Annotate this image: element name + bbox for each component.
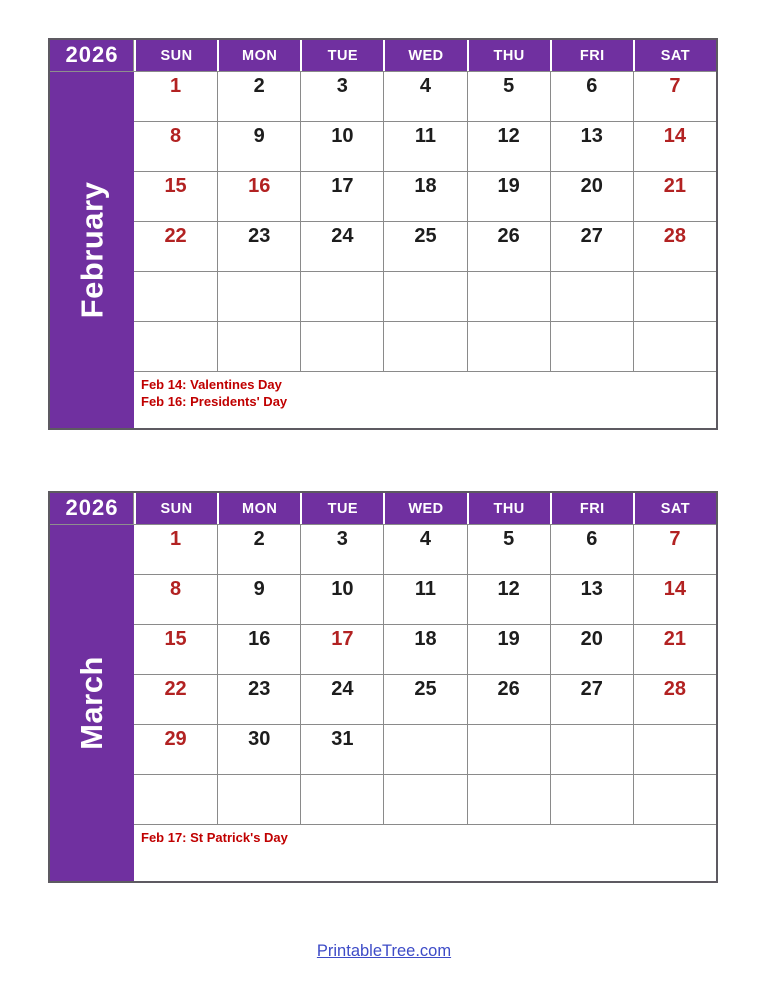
date-cell-march-6: 6 bbox=[550, 524, 633, 574]
weekday-header-thu: THU bbox=[467, 40, 550, 71]
notes-area bbox=[134, 371, 716, 428]
date-cell-february-18: 18 bbox=[383, 171, 466, 221]
date-cell-empty bbox=[633, 271, 716, 321]
date-cell-february-10: 10 bbox=[300, 121, 383, 171]
weekday-header-wed: WED bbox=[383, 40, 466, 71]
weekday-header-tue: TUE bbox=[300, 40, 383, 71]
date-cell-march-4: 4 bbox=[383, 524, 466, 574]
date-cell-march-30: 30 bbox=[217, 724, 300, 774]
weekday-header-sat: SAT bbox=[633, 493, 716, 524]
date-cell-march-7: 7 bbox=[633, 524, 716, 574]
date-cell-february-22: 22 bbox=[134, 221, 217, 271]
date-cell-february-24: 24 bbox=[300, 221, 383, 271]
holiday-note: Feb 16: Presidents' Day bbox=[141, 394, 288, 409]
calendar-march bbox=[48, 491, 718, 883]
date-cell-march-27: 27 bbox=[550, 674, 633, 724]
date-cell-march-24: 24 bbox=[300, 674, 383, 724]
date-cell-empty bbox=[467, 774, 550, 824]
calendar-grid-area bbox=[134, 40, 716, 428]
weekday-header-fri: FRI bbox=[550, 40, 633, 71]
date-cell-empty bbox=[550, 774, 633, 824]
month-label-wrap bbox=[50, 524, 134, 881]
weekday-header-mon: MON bbox=[217, 40, 300, 71]
date-cell-march-16: 16 bbox=[217, 624, 300, 674]
date-cell-empty bbox=[633, 774, 716, 824]
date-cell-march-3: 3 bbox=[300, 524, 383, 574]
date-cell-february-9: 9 bbox=[217, 121, 300, 171]
date-cell-empty bbox=[550, 724, 633, 774]
date-cell-march-11: 11 bbox=[383, 574, 466, 624]
date-cell-february-7: 7 bbox=[633, 71, 716, 121]
date-cell-february-26: 26 bbox=[467, 221, 550, 271]
date-cell-february-15: 15 bbox=[134, 171, 217, 221]
date-cell-empty bbox=[217, 321, 300, 371]
weekday-row bbox=[134, 493, 716, 524]
weekday-header-sat: SAT bbox=[633, 40, 716, 71]
weekday-header-sun: SUN bbox=[134, 493, 217, 524]
date-cell-february-1: 1 bbox=[134, 71, 217, 121]
date-cell-march-5: 5 bbox=[467, 524, 550, 574]
date-cell-february-19: 19 bbox=[467, 171, 550, 221]
date-cell-february-11: 11 bbox=[383, 121, 466, 171]
date-cell-february-25: 25 bbox=[383, 221, 466, 271]
date-cell-march-18: 18 bbox=[383, 624, 466, 674]
notes-area bbox=[134, 824, 716, 881]
weekday-header-wed: WED bbox=[383, 493, 466, 524]
month-label: February bbox=[74, 181, 110, 318]
date-cell-march-13: 13 bbox=[550, 574, 633, 624]
date-cell-empty bbox=[217, 774, 300, 824]
date-cell-march-26: 26 bbox=[467, 674, 550, 724]
calendar-sidebar bbox=[50, 493, 134, 881]
date-cell-empty bbox=[550, 321, 633, 371]
printabletree-link[interactable]: PrintableTree.com bbox=[316, 942, 452, 960]
date-cell-empty bbox=[633, 321, 716, 371]
date-cell-empty bbox=[467, 724, 550, 774]
weekday-header-sun: SUN bbox=[134, 40, 217, 71]
date-cell-february-23: 23 bbox=[217, 221, 300, 271]
date-cell-march-29: 29 bbox=[134, 724, 217, 774]
date-cell-february-28: 28 bbox=[633, 221, 716, 271]
date-cell-march-2: 2 bbox=[217, 524, 300, 574]
date-cell-february-8: 8 bbox=[134, 121, 217, 171]
date-cell-march-23: 23 bbox=[217, 674, 300, 724]
calendar-sidebar bbox=[50, 40, 134, 428]
weekday-header-tue: TUE bbox=[300, 493, 383, 524]
date-grid bbox=[134, 524, 716, 824]
date-cell-march-19: 19 bbox=[467, 624, 550, 674]
month-label-wrap bbox=[50, 71, 134, 428]
date-cell-march-8: 8 bbox=[134, 574, 217, 624]
date-cell-march-10: 10 bbox=[300, 574, 383, 624]
date-cell-march-22: 22 bbox=[134, 674, 217, 724]
date-cell-march-12: 12 bbox=[467, 574, 550, 624]
date-cell-february-6: 6 bbox=[550, 71, 633, 121]
date-cell-february-21: 21 bbox=[633, 171, 716, 221]
calendar-february bbox=[48, 38, 718, 430]
date-cell-march-31: 31 bbox=[300, 724, 383, 774]
page-footer bbox=[0, 942, 768, 961]
holiday-note: Feb 17: St Patrick's Day bbox=[141, 830, 288, 845]
date-cell-empty bbox=[300, 321, 383, 371]
date-cell-march-9: 9 bbox=[217, 574, 300, 624]
date-cell-february-13: 13 bbox=[550, 121, 633, 171]
date-cell-empty bbox=[300, 271, 383, 321]
date-cell-february-27: 27 bbox=[550, 221, 633, 271]
date-cell-march-15: 15 bbox=[134, 624, 217, 674]
date-cell-march-21: 21 bbox=[633, 624, 716, 674]
date-cell-february-4: 4 bbox=[383, 71, 466, 121]
date-cell-empty bbox=[217, 271, 300, 321]
year-label: 2026 bbox=[50, 493, 134, 525]
date-cell-empty bbox=[550, 271, 633, 321]
date-cell-march-20: 20 bbox=[550, 624, 633, 674]
weekday-header-thu: THU bbox=[467, 493, 550, 524]
year-label: 2026 bbox=[50, 40, 134, 72]
date-cell-february-20: 20 bbox=[550, 171, 633, 221]
date-cell-february-3: 3 bbox=[300, 71, 383, 121]
weekday-row bbox=[134, 40, 716, 71]
date-cell-march-25: 25 bbox=[383, 674, 466, 724]
date-cell-february-14: 14 bbox=[633, 121, 716, 171]
date-cell-march-28: 28 bbox=[633, 674, 716, 724]
date-cell-empty bbox=[467, 271, 550, 321]
date-cell-march-14: 14 bbox=[633, 574, 716, 624]
month-label: March bbox=[74, 655, 109, 750]
date-cell-empty bbox=[134, 321, 217, 371]
date-cell-february-16: 16 bbox=[217, 171, 300, 221]
date-cell-february-12: 12 bbox=[467, 121, 550, 171]
date-cell-empty bbox=[383, 271, 466, 321]
date-cell-empty bbox=[633, 724, 716, 774]
date-cell-empty bbox=[134, 774, 217, 824]
date-cell-empty bbox=[300, 774, 383, 824]
date-cell-empty bbox=[383, 321, 466, 371]
date-cell-february-5: 5 bbox=[467, 71, 550, 121]
calendar-grid-area bbox=[134, 493, 716, 881]
date-cell-february-2: 2 bbox=[217, 71, 300, 121]
weekday-header-mon: MON bbox=[217, 493, 300, 524]
date-cell-empty bbox=[134, 271, 217, 321]
date-cell-february-17: 17 bbox=[300, 171, 383, 221]
weekday-header-fri: FRI bbox=[550, 493, 633, 524]
date-cell-march-17: 17 bbox=[300, 624, 383, 674]
date-cell-march-1: 1 bbox=[134, 524, 217, 574]
date-grid bbox=[134, 71, 716, 371]
date-cell-empty bbox=[467, 321, 550, 371]
date-cell-empty bbox=[383, 724, 466, 774]
holiday-note: Feb 14: Valentines Day bbox=[141, 377, 282, 392]
date-cell-empty bbox=[383, 774, 466, 824]
